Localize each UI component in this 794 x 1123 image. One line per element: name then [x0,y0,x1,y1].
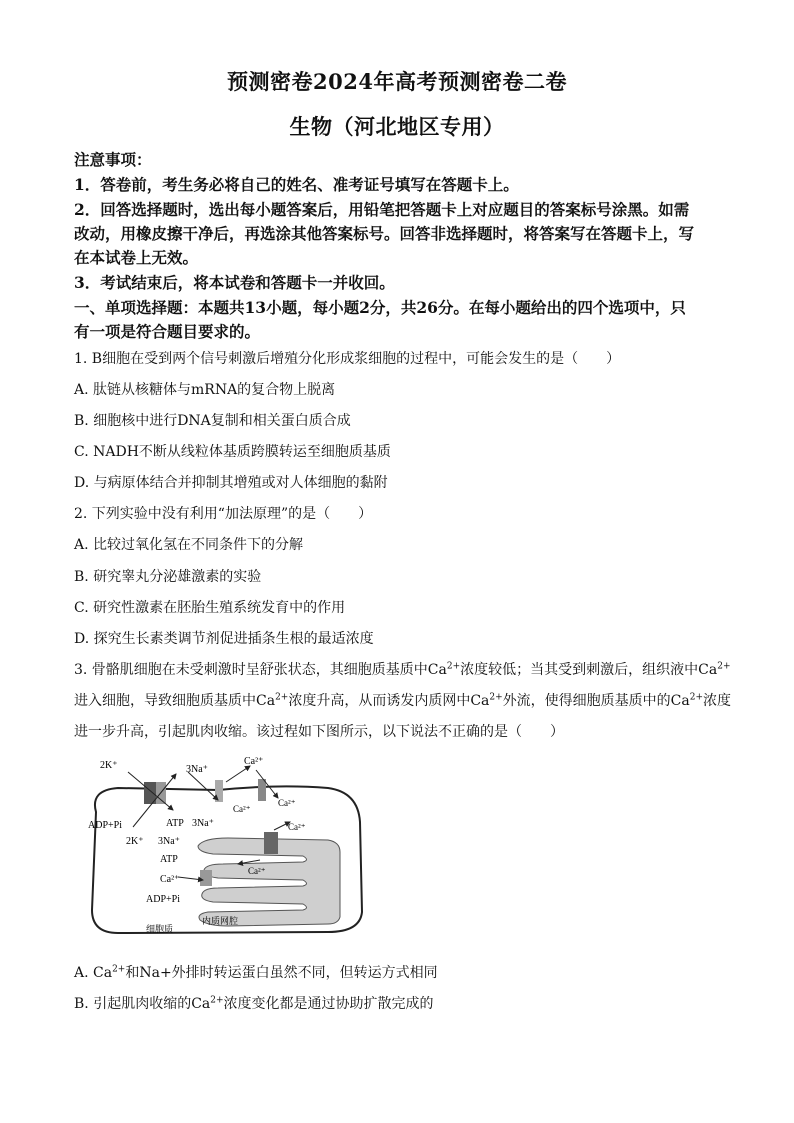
question-2-stem: 2. 下列实验中没有利用“加法原理”的是（ ） [74,506,373,522]
question-3-stem-line3: 进一步升高，引起肌肉收缩。该过程如下图所示，以下说法不正确的是（ ） [74,724,564,740]
notice-item-2-cont2: 在本试卷上无效。 [74,248,199,267]
label-adp-pi: ADP+Pi [88,820,122,831]
question-1-option-a: A. 肽链从核糖体与mRNA的复合物上脱离 [74,382,336,398]
question-2-option-b: B. 研究睾丸分泌雄激素的实验 [74,569,262,585]
section-heading: 一、单项选择题：本题共13小题，每小题2分，共26分。在每小题给出的四个选项中，只 [74,298,686,317]
label-er-lumen: 内质网腔 [202,916,239,926]
label-ca-er-out: Ca²⁺ [288,822,306,832]
label-3na-in: 3Na⁺ [158,836,180,847]
question-3-stem-line2: 进入细胞，导致细胞质基质中$Ca^{2+}$浓度升高，从而诱发内质网中$Ca^{2+}$外流，使得细胞质基质中的$Ca^{2+}$浓度 [74,692,732,709]
label-2k-top: 2K⁺ [100,760,118,771]
question-2-option-a: A. 比较过氧化氢在不同条件下的分解 [74,537,304,553]
question-1-option-d: D. 与病原体结合并抑制其增殖或对人体细胞的黏附 [74,475,388,491]
question-3-option-b: B. 引起肌肉收缩的$Ca^{2+}$浓度变化都是通过协助扩散完成的 [74,995,434,1012]
label-3na-top: 3Na⁺ [186,764,208,775]
er-ca-pump [200,870,212,886]
notice-item-2: 2．回答选择题时，选出每小题答案后，用铅笔把答题卡上对应题目的答案标号涂黑。如需 [74,200,690,219]
notice-item-1: 1．答卷前，考生务必将自己的姓名、准考证号填写在答题卡上。 [74,175,519,194]
label-adp-pi-2: ADP+Pi [146,894,180,905]
notice-heading: 注意事项： [74,150,152,169]
question-1-option-b: B. 细胞核中进行DNA复制和相关蛋白质合成 [74,413,351,429]
question-1-option-c: C. NADH不断从线粒体基质跨膜转运至细胞质基质 [74,444,391,460]
question-3-option-a: A. $Ca^{2+}$和Na+外排时转运蛋白虽然不同，但转运方式相同 [74,964,438,981]
label-ca-top: Ca²⁺ [244,756,264,767]
label-cytoplasm: 细胞质 [146,924,174,934]
question-2-option-d: D. 探究生长素类调节剂促进插条生根的最适浓度 [74,631,374,647]
muscle-cell-diagram [78,752,368,937]
label-ca-in: Ca²⁺ [160,874,180,885]
question-2-option-c: C. 研究性激素在胚胎生殖系统发育中的作用 [74,600,346,616]
label-atp: ATP [166,818,184,829]
label-atp-2: ATP [160,854,178,865]
label-ca-mid1: Ca²⁺ [233,804,251,814]
notice-item-3: 3．考试结束后，将本试卷和答题卡一并收回。 [74,273,395,292]
question-1-stem: 1. B细胞在受到两个信号刺激后增殖分化形成浆细胞的过程中，可能会发生的是（ ） [74,351,621,367]
notice-item-2-cont: 改动，用橡皮擦干净后，再选涂其他答案标号。回答非选择题时，将答案写在答题卡上，写 [74,224,695,243]
er-ca-channel [264,832,278,854]
section-heading-cont: 有一项是符合题目要求的。 [74,322,261,341]
question-3-stem-line1: 3. 骨骼肌细胞在未受刺激时呈舒张状态，其细胞质基质中$Ca^{2+}$浓度较低；当其受到刺激后，组织液中$Ca^{2+}$ [74,661,731,678]
exam-subtitle: 生物（河北地区专用） [289,114,505,139]
exam-title: 预测密卷2024年高考预测密卷二卷 [227,69,567,94]
label-ca-mid2: Ca²⁺ [278,798,296,808]
label-2k-low: 2K⁺ [126,836,144,847]
label-3na-low: 3Na⁺ [192,818,214,829]
label-ca-er: Ca²⁺ [248,866,266,876]
